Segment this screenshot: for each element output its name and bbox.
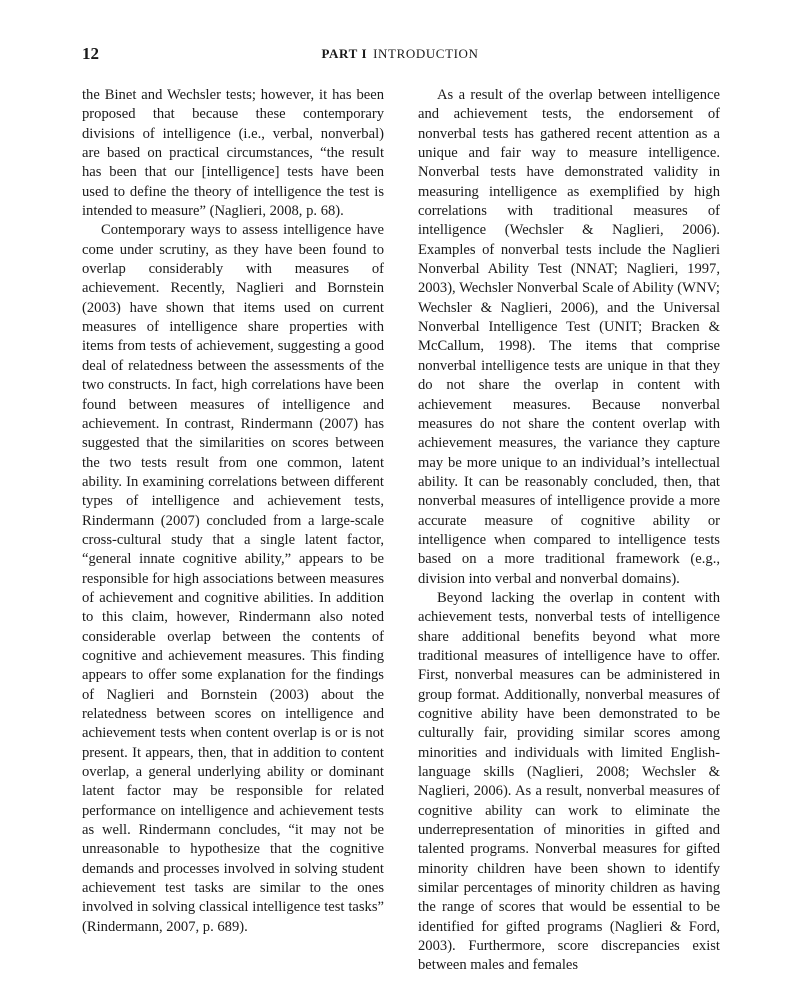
page-number: 12 bbox=[82, 44, 99, 63]
paragraph: Contemporary ways to assess intelligence have come under scrutiny, as they have been found to overlap considerably with measures of achievement. Recently, Naglieri and Bornstein (2003) have shown that items used on current measures of intelligence share properties with items from tests of achievement, suggesting a good deal of relatedness between the assessments of the two constructs. In fact, high correlations have been found between measures of intelligence and achievement. In contrast, Rindermann (2007) has suggested that the similarities on scores between the two tests result from one common, latent ability. In examining correlations between different types of intelligence and achievement tests, Rindermann (2007) concluded from a large-scale cross-cultural study that a single latent factor, “general innate cognitive ability,” appears to be responsible for high associations between measures of achievement and cognitive abilities. In addition to this claim, however, Rindermann also noted considerable overlap between the contents of cognitive and achievement measures. This finding appears to offer some explanation for the findings of Naglieri and Bornstein (2003) about the relatedness between scores on intelligence and achievement tests when content overlap is or is not present. It appears, then, that in addition to content overlap, a general underlying ability or dominant latent factor may be responsible for related performance on intelligence and achievement tests as well. Rindermann concludes, “it may not be unreasonable to hypothesize that the cognitive demands and processes involved in solving student achievement test tasks are similar to the ones involved in solving classical intelligence test tasks” (Rindermann, 2007, p. 689). bbox=[82, 222, 384, 935]
text-columns bbox=[82, 86, 720, 976]
paragraph: As a result of the overlap between intelligence and achievement tests, the endorsement of nonverbal tests has gathered recent attention as a unique and fair way to measure intelligence. Nonverbal tests have demonstrated validity in measuring intelligence as exemplified by high correlations with traditional measures of intelligence (Wechsler & Naglieri, 2006). Examples of nonverbal tests include the Naglieri Nonverbal Ability Test (NNAT; Naglieri, 1997, 2003), Wechsler Nonverbal Scale of Ability (WNV; Wechsler & Naglieri, 2006), and the Universal Nonverbal Intelligence Test (UNIT; Bracken & McCallum, 1998). The items that comprise nonverbal intelligence tests are unique in that they do not share the overlap in content with achievement measures. Because nonverbal measures do not share the content overlap with achievement measures, the variance they capture may be more unique to an individual’s intellectual ability. It can be reasonably concluded, then, that nonverbal measures of intelligence provide a more accurate measure of cognitive ability or intelligence when compared to intelligence tests based on a more traditional framework (e.g., division into verbal and nonverbal domains). bbox=[418, 87, 720, 587]
section-title: INTRODUCTION bbox=[373, 46, 479, 61]
page-header bbox=[82, 44, 718, 66]
running-head bbox=[82, 46, 718, 62]
right-column bbox=[418, 86, 720, 976]
part-label: PART I bbox=[321, 46, 368, 61]
paragraph: the Binet and Wechsler tests; however, it has been proposed that because these contemporary divisions of intelligence (i.e., verbal, nonverbal) are based on practical circumstances, “the result has been that our [intelligence] tests have been used to define the theory of intelligence the test is intended to measure” (Naglieri, 2008, p. 68). bbox=[82, 87, 384, 220]
paragraph: Beyond lacking the overlap in content with achievement tests, nonverbal tests of intelligence share additional benefits beyond what more traditional measures of intelligence have to offer. First, nonverbal measures can be administered in group format. Additionally, nonverbal measures of cognitive ability have been demonstrated to be culturally fair, providing similar scores among minorities and individuals with limited English-language skills (Naglieri, 2008; Wechsler & Naglieri, 2006). As a result, nonverbal measures of cognitive ability can work to eliminate the underrepresentation of minorities in gifted and talented programs. Nonverbal measures for gifted minority children have been shown to identify similar percentages of minority children as having the range of scores that would be essential to be identified for gifted programs (Naglieri & Ford, 2003). Furthermore, score discrepancies exist between males and females bbox=[418, 589, 720, 974]
left-column bbox=[82, 86, 384, 976]
